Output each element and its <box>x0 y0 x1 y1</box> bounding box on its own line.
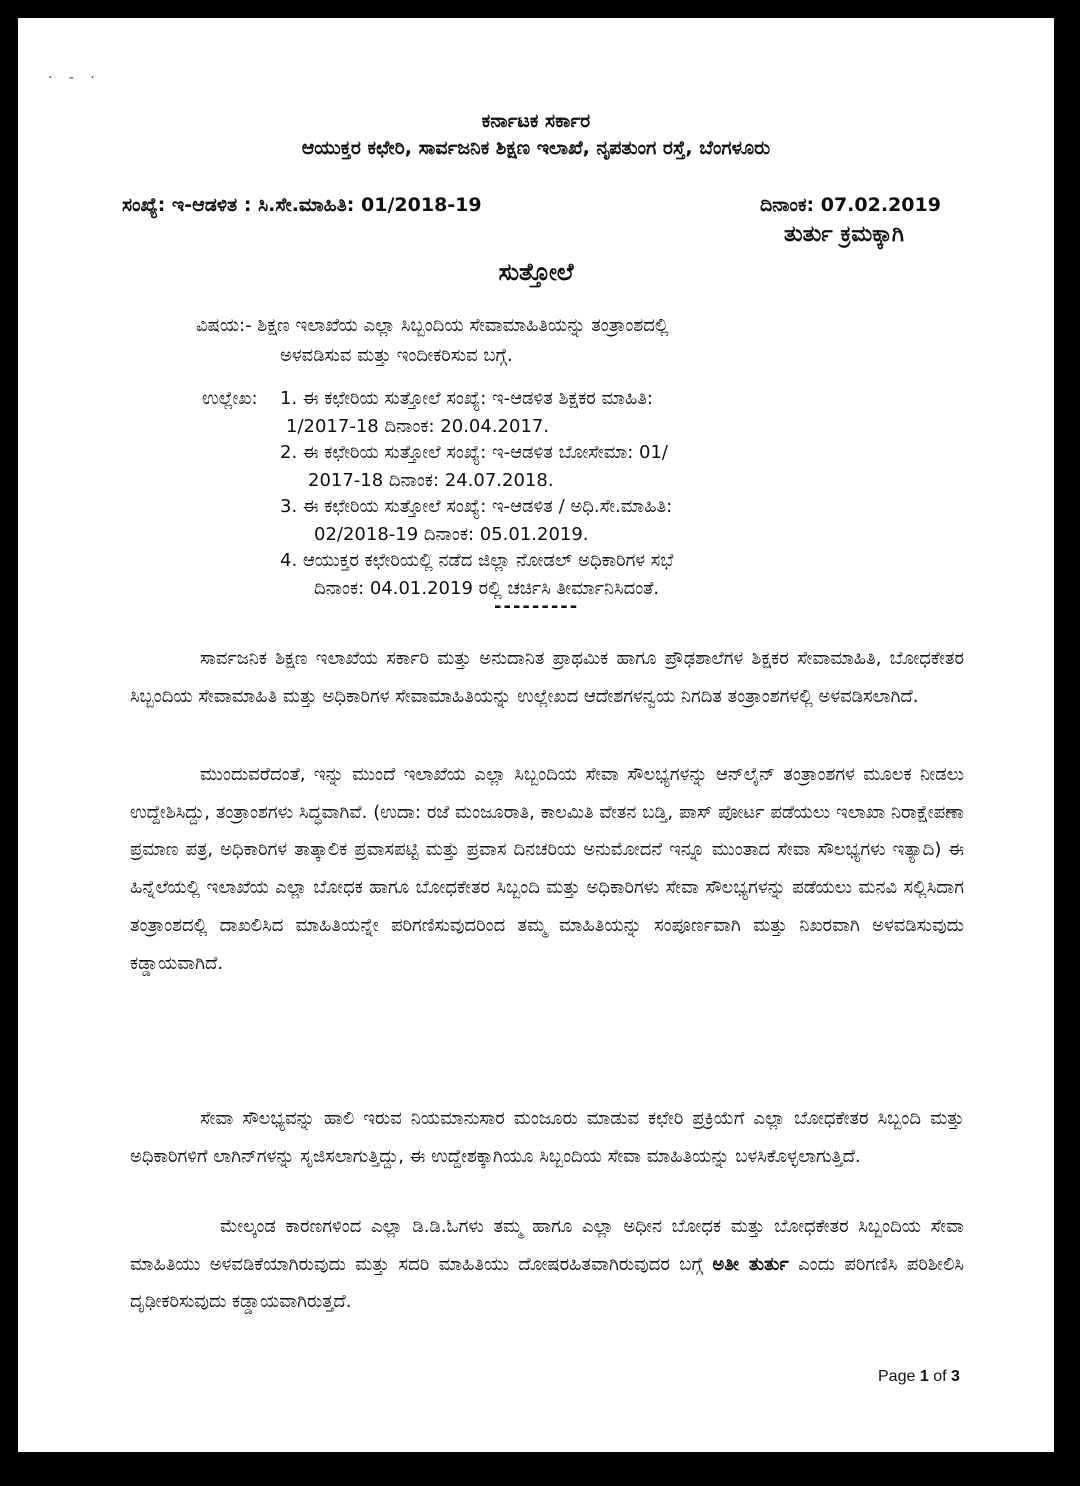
reference-2-line-2: 2017-18 ದಿನಾಂಕ: 24.07.2018. <box>308 470 554 491</box>
reference-2-line-1: 2. ಈ ಕಛೇರಿಯ ಸುತ್ತೋಲೆ ಸಂಖ್ಯೆ: ಇ-ಆಡಳಿತ ಬೋಸೇಮಾ: 01/ <box>280 442 668 463</box>
urgent-action-note: ತುರ್ತು ಕ್ರಮಕ್ಕಾಗಿ <box>784 222 904 247</box>
references-label: ಉಲ್ಲೇಖ: <box>202 388 258 409</box>
paragraph-1: ಸಾರ್ವಜನಿಕ ಶಿಕ್ಷಣ ಇಲಾಖೆಯ ಸರ್ಕಾರಿ ಮತ್ತು ಅನುದಾನಿತ ಪ್ರಾಥಮಿಕ ಹಾಗೂ ಪ್ರೌಢಶಾಲೆಗಳ ಶಿಕ್ಷಕರ ಸೇವಾಮಾಹಿತಿ, ಬೋಧಕೇತರ ಸಿಬ್ಬಂದಿಯ ಸೇವಾಮಾಹಿತಿ ಮತ್ತು ಅಧಿಕಾರಿಗಳ ಸೇವಾಮಾಹಿತಿಯನ್ನು ಉಲ್ಲೇಖದ ಆದೇಶಗಳನ್ವಯ ನಿಗದಿತ ತಂತ್ರಾಂಶಗಳಲ್ಲಿ ಅಳವಡಿಸಲಾಗಿದೆ. <box>130 648 964 707</box>
document-title: ಸುತ್ತೋಲೆ <box>498 258 574 286</box>
page-word: Page <box>878 1368 916 1385</box>
paragraph-3: ಸೇವಾ ಸೌಲಭ್ಯವನ್ನು ಹಾಲಿ ಇರುವ ನಿಯಮಾನುಸಾರ ಮಂಜೂರು ಮಾಡುವ ಕಛೇರಿ ಪ್ರಕ್ರಿಯೆಗೆ ಎಲ್ಲಾ ಬೋಧಕೇತರ ಸಿಬ್ಬಂದಿ ಮತ್ತು ಅಧಿಕಾರಿಗಳಿಗೆ ಲಾಗಿನ್‌ಗಳನ್ನು ಸೃಜಿಸಲಾಗುತ್ತಿದ್ದು, ಈ ಉದ್ದೇಶಕ್ಕಾಗಿಯೂ ಸಿಬ್ಬಂದಿಯ ಸೇವಾ ಮಾಹಿತಿಯನ್ನು ಬಳಸಿಕೊಳ್ಳಲಾಗುತ್ತಿದೆ. <box>130 1108 964 1167</box>
subject-line-1: ವಿಷಯ:- ಶಿಕ್ಷಣ ಇಲಾಖೆಯ ಎಲ್ಲಾ ಸಿಬ್ಬಂದಿಯ ಸೇವಾಮಾಹಿತಿಯನ್ನು ತಂತ್ರಾಂಶದಲ್ಲಿ <box>196 315 669 336</box>
reference-number: ಸಂಖ್ಯೆ: ಇ-ಆಡಳಿತ : ಸಿ.ಸೇ.ಮಾಹಿತಿ: 01/2018-19 <box>122 194 482 216</box>
header-office: ಆಯುಕ್ತರ ಕಛೇರಿ, ಸಾರ್ವಜನಿಕ ಶಿಕ್ಷಣ ಇಲಾಖೆ, ನೃಪತುಂಗ ರಸ್ತೆ, ಬೆಂಗಳೂರು <box>301 137 771 159</box>
reference-1-line-2: 1/2017-18 ದಿನಾಂಕ: 20.04.2017. <box>286 416 550 437</box>
paragraph-4-emphasis: ಅತೀ ತುರ್ತು <box>712 1253 789 1275</box>
document-date: ದಿನಾಂಕ: 07.02.2019 <box>760 194 941 216</box>
separator: --------- <box>494 596 580 617</box>
reference-4-line-2: ದಿನಾಂಕ: 04.01.2019 ರಲ್ಲಿ ಚರ್ಚಿಸಿ ತೀರ್ಮಾನಿಸಿದಂತೆ. <box>314 578 660 599</box>
paragraph-2: ಮುಂದುವರೆದಂತೆ, ಇನ್ನು ಮುಂದೆ ಇಲಾಖೆಯ ಎಲ್ಲಾ ಸಿಬ್ಬಂದಿಯ ಸೇವಾ ಸೌಲಭ್ಯಗಳನ್ನು ಆನ್‌ಲೈನ್ ತಂತ್ರಾಂಶಗಳ ಮೂಲಕ ನೀಡಲು ಉದ್ದೇಶಿಸಿದ್ದು, ತಂತ್ರಾಂಶಗಳು ಸಿದ್ಧವಾಗಿವೆ. (ಉದಾ: ರಜೆ ಮಂಜೂರಾತಿ, ಕಾಲಮಿತಿ ವೇತನ ಬಡ್ತಿ, ಪಾಸ್ ಪೋರ್ಟ ಪಡೆಯಲು ಇಲಾಖಾ ನಿರಾಕ್ಷೇಪಣಾ ಪ್ರಮಾಣ ಪತ್ರ, ಅಧಿಕಾರಿಗಳ ತಾತ್ಕಾಲಿಕ ಪ್ರವಾಸಪಟ್ಟಿ ಮತ್ತು ಪ್ರವಾಸ ದಿನಚರಿಯ ಅನುಮೋದನೆ ಇನ್ನೂ ಮುಂತಾದ ಸೇವಾ ಸೌಲಭ್ಯಗಳು ಇತ್ಯಾದಿ) ಈ ಹಿನ್ನೆಲೆಯಲ್ಲಿ ಇಲಾಖೆಯ ಎಲ್ಲಾ ಬೋಧಕ ಹಾಗೂ ಬೋಧಕೇತರ ಸಿಬ್ಬಂದಿ ಮತ್ತು ಅಧಿಕಾರಿಗಳು ಸೇವಾ ಸೌಲಭ್ಯಗಳನ್ನು ಪಡೆಯಲು ಮನವಿ ಸಲ್ಲಿಸಿದಾಗ ತಂತ್ರಾಂಶದಲ್ಲಿ ದಾಖಲಿಸಿದ ಮಾಹಿತಿಯನ್ನೇ ಪರಿಗಣಿಸುವುದರಿಂದ ತಮ್ಮ ಮಾಹಿತಿಯನ್ನು ಸಂಪೂರ್ಣವಾಗಿ ಮತ್ತು ನಿಖರವಾಗಿ ಅಳವಡಿಸುವುದು ಕಡ್ಡಾಯವಾಗಿದೆ. <box>130 764 964 974</box>
current-page: 1 <box>919 1368 929 1385</box>
header-government: ಕರ್ನಾಟಕ ಸರ್ಕಾರ <box>481 110 591 132</box>
paragraph-4-text-start: ಮೇಲ್ಕಂಡ ಕಾರಣಗಳಿಂದ ಎಲ್ಲಾ ಡಿ.ಡಿ.ಓಗಳು ತಮ್ಮ ಹಾಗೂ ಎಲ್ಲಾ ಅಧೀನ ಬೋಧಕ ಮತ್ತು ಬೋಧಕೇತರ ಸಿಬ್ಬಂದಿಯ ಸೇವಾ ಮಾಹಿತಿಯು ಅಳವಡಿಕೆಯಾಗಿರುವುದು ಮತ್ತು ಸದರಿ ಮಾಹಿತಿಯು ದೋಷರಹಿತವಾಗಿರುವುದರ ಬಗ್ಗೆ <box>130 1216 964 1275</box>
document-page <box>18 18 1054 1452</box>
reference-4-line-1: 4. ಆಯುಕ್ತರ ಕಛೇರಿಯಲ್ಲಿ ನಡೆದ ಜಿಲ್ಲಾ ನೋಡಲ್ ಅಧಿಕಾರಿಗಳ ಸಭೆ <box>280 550 674 571</box>
paragraph-4 <box>130 1208 964 1321</box>
reference-3-line-2: 02/2018-19 ದಿನಾಂಕ: 05.01.2019. <box>314 524 589 545</box>
subject-line-2: ಅಳವಡಿಸುವ ಮತ್ತು ಇಂದೀಕರಿಸುವ ಬಗ್ಗೆ. <box>280 345 513 366</box>
of-word: of <box>933 1368 947 1385</box>
total-pages: 3 <box>950 1368 960 1385</box>
scan-specks: · - · <box>48 70 101 86</box>
reference-1-line-1: 1. ಈ ಕಛೇರಿಯ ಸುತ್ತೋಲೆ ಸಂಖ್ಯೆ: ಇ-ಆಡಳಿತ ಶಿಕ್ಷಕರ ಮಾಹಿತಿ: <box>280 388 653 409</box>
reference-3-line-1: 3. ಈ ಕಛೇರಿಯ ಸುತ್ತೋಲೆ ಸಂಖ್ಯೆ: ಇ-ಆಡಳಿತ / ಅಧಿ.ಸೇ.ಮಾಹಿತಿ: <box>280 496 673 517</box>
page-number <box>878 1368 960 1386</box>
paragraph-4-text-end: ಎಂದು ಪರಿಗಣಿಸಿ ಪರಿಶೀಲಿಸಿ ದೃಢೀಕರಿಸುವುದು ಕಡ್ಡಾಯವಾಗಿರುತ್ತದೆ. <box>130 1253 964 1313</box>
